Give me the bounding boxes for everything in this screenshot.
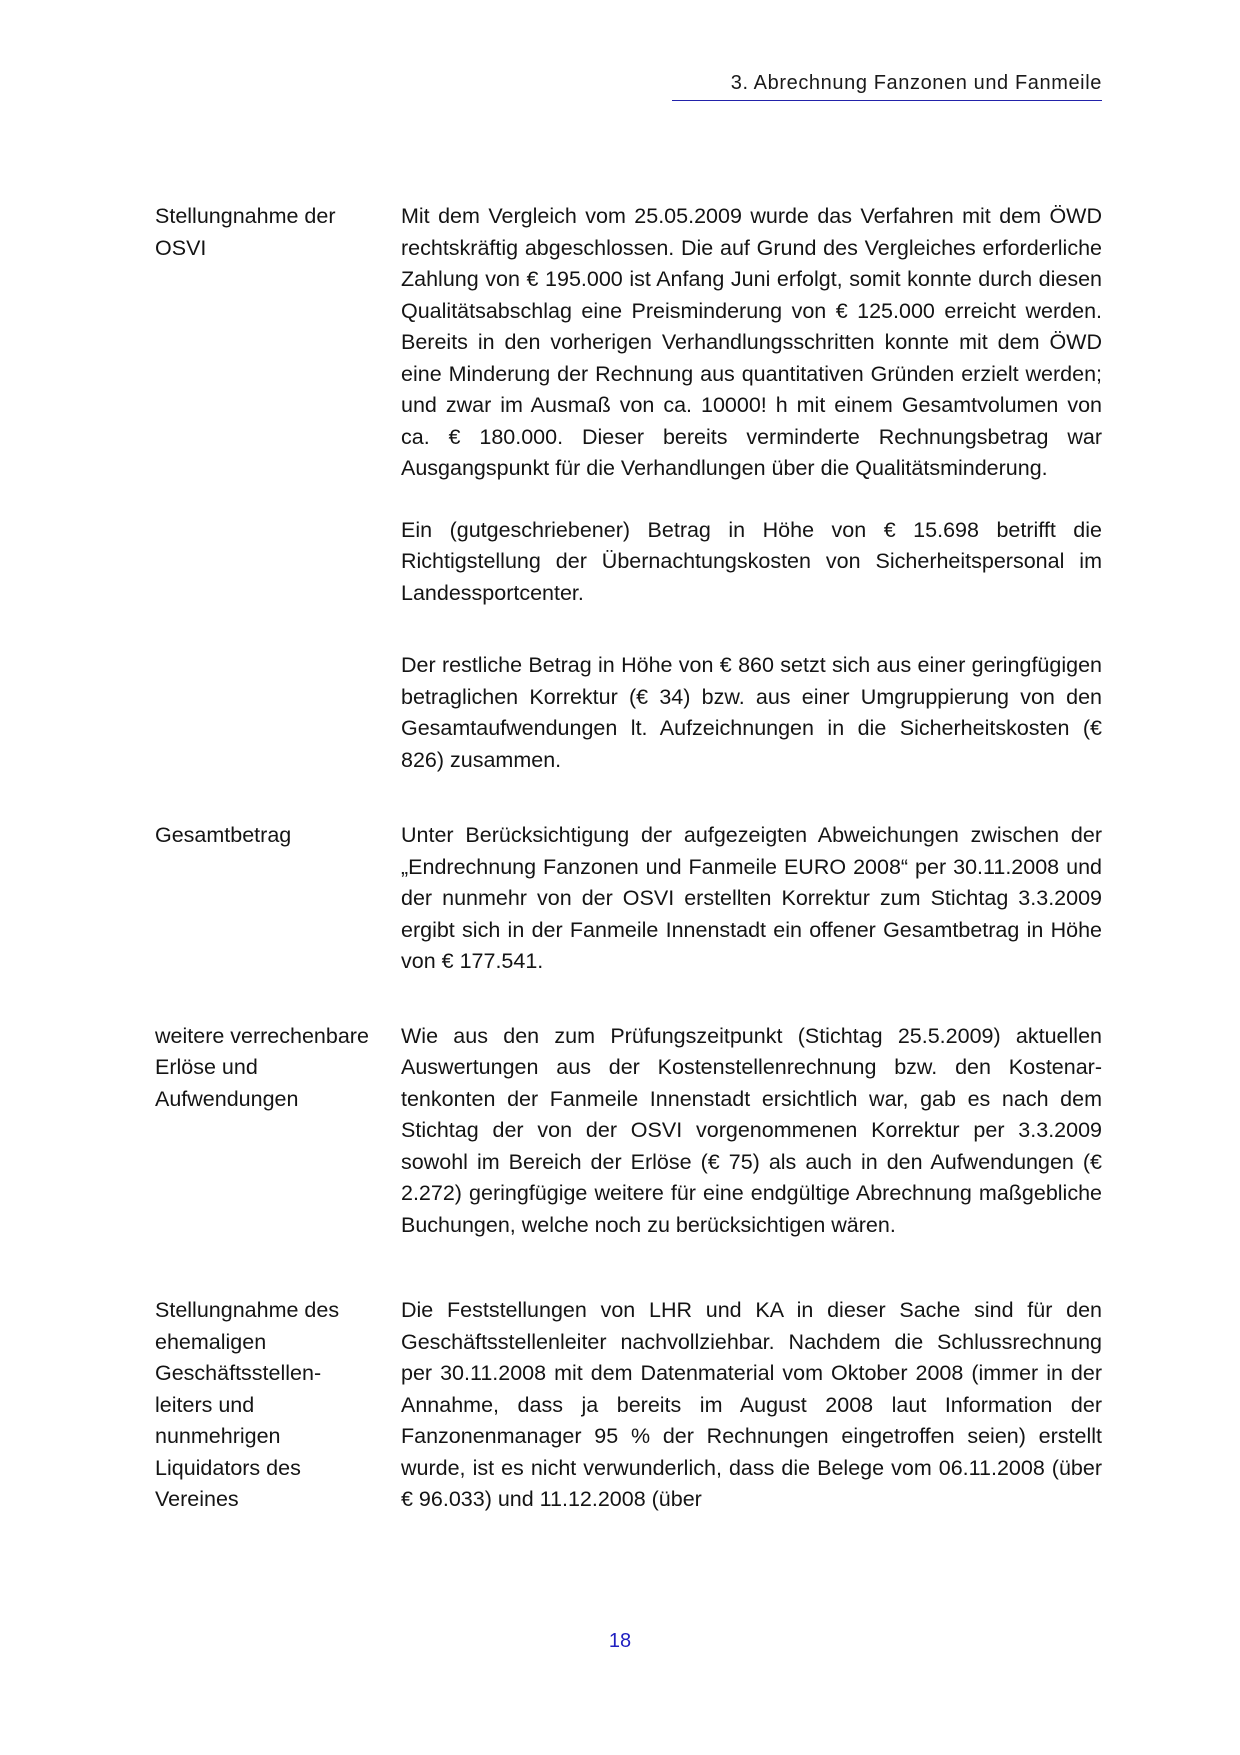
- section-body: [401, 1295, 1102, 1516]
- label-line: Gesamtbetrag: [155, 823, 292, 847]
- section-label: [155, 820, 401, 852]
- page-body: [155, 201, 1102, 1516]
- section-former-manager-statement: [155, 1295, 1102, 1516]
- section-total-amount: [155, 820, 1102, 978]
- label-line: Liquidators des: [155, 1455, 301, 1480]
- label-line: Vereines: [155, 1487, 239, 1511]
- section-further-revenues-expenses: [155, 1021, 1102, 1242]
- section-label: [155, 1021, 401, 1116]
- section-body: [401, 201, 1102, 776]
- paragraph: Der restliche Betrag in Höhe von € 860 setzt sich aus einer geringfügigen betraglichen Korrektur (€ 34) bzw. aus einer Umgruppierung von den Gesamtaufwendungen lt. Aufzeichnungen in die Sicherheitskosten (€ 826) zusammen.: [401, 653, 1102, 772]
- page-number: 18: [608, 1630, 632, 1652]
- label-line: Aufwendungen: [155, 1086, 299, 1111]
- label-line: nunmehrigen: [155, 1424, 281, 1448]
- section-body: [401, 1021, 1102, 1242]
- chapter-title: 3. Abrechnung Fanzonen und Fanmeile: [730, 72, 1102, 94]
- paragraph: Unter Berücksichtigung der aufgezeigten Abweichungen zwischen der „Endrechnung Fanzonen und Fanmeile EURO 2008“ per 30.11.2008 und der nunmehr von der OSVI erstellten Korrektur zum Stichtag 3.3.2009 ergibt sich in der Fanmeile Innenstadt ein offener Gesamtbetrag in Höhe von € 177.541.: [401, 823, 1102, 973]
- label-line: Stellungnahme des: [155, 1298, 340, 1322]
- section-osvi-statement: [155, 201, 1102, 776]
- label-line: Geschäftsstellen-: [155, 1361, 322, 1385]
- section-label: [155, 201, 401, 264]
- label-line: ehemaligen: [155, 1329, 267, 1354]
- paragraph: Die Feststellungen von LHR und KA in dieser Sache sind für den Geschäftsstellenleiter nachvollziehbar. Nachdem die Schlussrechnung per 30.11.2008 mit dem Datenmaterial vom Oktober 2008 (immer in der Annahme, dass ja bereits im August 2008 laut Information der Fanzonenmanager 95 % der Rechnungen eingetroffen seien) erstellt wurde, ist es nicht verwunderlich, dass die Belege vom 06.11.2008 (über € 96.033) und 11.12.2008 (über: [401, 1298, 1102, 1511]
- paragraph: Ein (gutgeschriebener) Betrag in Höhe von € 15.698 betrifft die Richtigstellung der Übernachtungskosten von Sicherheitspersonal im Landessportcenter.: [401, 517, 1102, 605]
- label-line: Stellungnahme der: [155, 204, 336, 228]
- section-body: [401, 820, 1102, 978]
- paragraph: Wie aus den zum Prüfungszeitpunkt (Stichtag 25.5.2009) aktuellen Auswertungen aus der Kostenstellenrechnung bzw. den Kostenartenkonten der Fanmeile Innenstadt ersichtlich war, gab es nach dem Stichtag der von der OSVI vorgenommenen Korrektur per 3.3.2009 sowohl im Bereich der Erlöse (€ 75) als auch in den Aufwendungen (€ 2.272) geringfügige weitere für eine endgültige Abrechnung maßgebliche Buchungen, welche noch zu berücksichtigen wären.: [401, 1023, 1102, 1237]
- label-line: Erlöse und: [155, 1055, 258, 1079]
- section-label: [155, 1295, 401, 1516]
- running-header: [672, 72, 1102, 101]
- label-line: weitere verrechenbare: [155, 1023, 369, 1048]
- label-line: OSVI: [155, 235, 207, 260]
- paragraph: Mit dem Vergleich vom 25.05.2009 wurde das Verfahren mit dem ÖWD rechtskräftig abgeschlossen. Die auf Grund des Vergleiches erforderliche Zahlung von € 195.000 ist Anfang Juni erfolgt, somit konnte durch diesen Qualitätsabschlag eine Preisminderung von € 125.000 erreicht werden. Bereits in den vorherigen Verhandlungsschritten konnte mit dem ÖWD eine Minderung der Rechnung aus quantitativen Gründen erzielt werden; und zwar im Ausmaß von ca. 10000! h mit einem Gesamtvolumen von ca. € 180.000. Dieser bereits verminderte Rechnungsbetrag war Ausgangspunkt für die Verhandlungen über die Qualitätsminderung.: [401, 204, 1102, 480]
- label-line: leiters und: [155, 1392, 255, 1417]
